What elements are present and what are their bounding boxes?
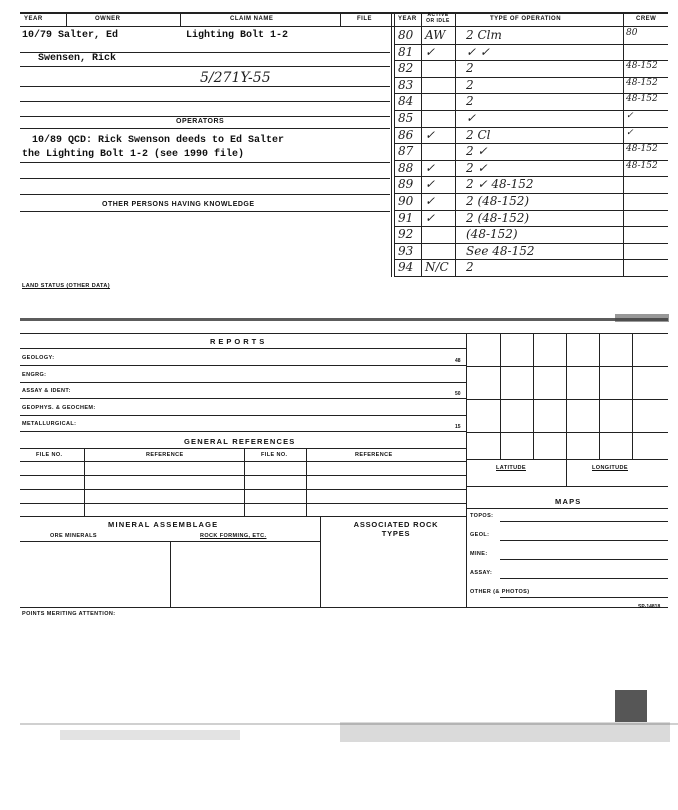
log-row-line <box>394 276 668 277</box>
log-type: See 48-152 <box>466 243 535 258</box>
row-line <box>500 521 668 522</box>
log-type: 2 (48-152) <box>466 210 530 225</box>
log-type: 2 ✓ <box>466 160 488 175</box>
log-type: 2 <box>466 94 474 109</box>
col-div <box>170 541 171 607</box>
report-label: ENGRG: <box>22 371 47 378</box>
claim-line-1: Lighting Bolt 1-2 <box>186 30 289 41</box>
top-border <box>20 12 668 14</box>
maps-item-label: GEOL: <box>470 532 490 538</box>
handwritten-reference: 5/271Y-55 <box>200 70 271 86</box>
report-label: ASSAY & IDENT: <box>22 388 71 394</box>
log-col-div <box>623 12 624 277</box>
log-crew: ✓ <box>626 111 634 121</box>
log-year: 83 <box>398 77 414 92</box>
rock-forming-label: ROCK FORMING, ETC. <box>200 533 267 539</box>
log-year: 89 <box>398 177 414 192</box>
report-label: METALLURGICAL: <box>22 421 77 427</box>
row-line <box>20 178 390 179</box>
row-line <box>20 348 466 349</box>
header-year: YEAR <box>24 16 43 22</box>
owner-line-1: 10/79 Salter, Ed <box>22 30 119 41</box>
row-line <box>500 578 668 579</box>
owner-line-2: Swensen, Rick <box>38 53 117 64</box>
longitude-label: LONGITUDE <box>592 465 628 471</box>
log-active: ✓ <box>425 160 436 175</box>
general-references-title: GENERAL REFERENCES <box>184 437 296 446</box>
log-type: (48-152) <box>466 227 518 242</box>
header-file: FILE <box>357 16 372 22</box>
ref-col-reference-1: REFERENCE <box>146 452 184 458</box>
log-crew: 48-152 <box>626 144 658 155</box>
reports-title: REPORTS <box>210 337 268 346</box>
log-year: 94 <box>398 260 414 275</box>
grid-col-line <box>533 333 534 459</box>
col-div <box>180 12 181 27</box>
row-line <box>500 559 668 560</box>
grid-col-line <box>500 333 501 459</box>
operators-note-2: the Lighting Bolt 1-2 (see 1990 file) <box>22 149 245 160</box>
header-owner: OWNER <box>95 16 121 22</box>
report-number: 15 <box>455 424 461 430</box>
log-type: 2 <box>466 61 474 76</box>
log-type: 2 Cl <box>466 127 491 142</box>
log-year: 81 <box>398 44 414 59</box>
operators-line <box>20 128 390 129</box>
col-div <box>66 12 67 27</box>
ref-col-div <box>84 448 85 516</box>
header-type-of-operation: TYPE OF OPERATION <box>490 16 562 22</box>
log-type: 2 ✓ 48-152 <box>466 177 534 192</box>
row-line <box>20 86 390 87</box>
log-year: 91 <box>398 210 414 225</box>
row-line <box>20 101 390 102</box>
log-left-border-2 <box>394 12 395 277</box>
log-active: ✓ <box>425 210 436 225</box>
row-line <box>20 448 466 449</box>
row-line <box>20 162 390 163</box>
maps-item-label: OTHER (& PHOTOS) <box>470 589 530 595</box>
log-year: 90 <box>398 194 414 208</box>
log-active: AW <box>425 28 446 42</box>
log-year: 87 <box>398 144 414 159</box>
ref-col-file-no-2: FILE NO. <box>261 452 288 458</box>
log-active: ✓ <box>425 127 436 142</box>
report-number: 48 <box>455 358 461 364</box>
log-row-line <box>394 226 668 227</box>
row-line <box>20 211 390 212</box>
grid-bottom-line <box>466 459 668 460</box>
log-active: ✓ <box>425 177 436 192</box>
maps-item-label: MINE: <box>470 551 488 557</box>
row-line <box>20 398 466 399</box>
ref-col-div <box>244 448 245 516</box>
row-line <box>500 540 668 541</box>
scan-bleed <box>60 730 240 740</box>
log-crew: 48-152 <box>626 77 658 88</box>
log-col-div <box>455 12 456 277</box>
log-active: N/C <box>425 260 449 275</box>
grid-col-line <box>599 333 600 459</box>
log-year: 84 <box>398 94 414 109</box>
log-crew: ✓ <box>626 127 634 138</box>
scan-bleed <box>340 722 670 742</box>
latitude-label: LATITUDE <box>496 465 526 471</box>
log-year: 85 <box>398 111 414 125</box>
other-persons-title: OTHER PERSONS HAVING KNOWLEDGE <box>102 201 255 208</box>
log-year: 80 <box>398 28 414 42</box>
log-year: 88 <box>398 160 414 175</box>
header-year2: YEAR <box>398 16 417 22</box>
header-crew: CREW <box>636 16 657 22</box>
row-line <box>20 431 466 432</box>
log-crew: 48-152 <box>626 61 658 72</box>
points-meriting-attention: POINTS MERITING ATTENTION: <box>22 611 116 617</box>
col-div <box>320 516 321 607</box>
log-col-div <box>421 12 422 277</box>
row-line <box>466 508 668 509</box>
row-line <box>20 475 466 476</box>
right-panel-border <box>466 333 467 607</box>
ref-col-div <box>306 448 307 516</box>
header-bottom-line <box>20 26 668 27</box>
row-line <box>20 516 466 517</box>
maps-item-label: ASSAY: <box>470 570 493 576</box>
reports-top-line <box>20 333 668 334</box>
row-line <box>466 486 668 487</box>
log-type: 2 ✓ <box>466 144 488 159</box>
row-line <box>20 415 466 416</box>
header-active-idle: ACTIVE OR IDLE <box>426 12 450 24</box>
report-label: GEOPHYS. & GEOCHEM: <box>22 404 96 411</box>
log-type: 2 (48-152) <box>466 194 530 208</box>
grid-row-line <box>466 399 668 400</box>
report-number: 50 <box>455 391 461 397</box>
associated-rock-types-label: ASSOCIATED ROCK TYPES <box>353 520 439 538</box>
mineral-assemblage-title: MINERAL ASSEMBLAGE <box>108 520 219 529</box>
log-type: ✓ ✓ <box>466 44 490 59</box>
grid-col-line <box>632 333 633 459</box>
row-line <box>20 489 466 490</box>
row-line <box>20 503 466 504</box>
row-line <box>500 597 668 598</box>
log-active: ✓ <box>425 44 436 59</box>
log-row-line <box>394 193 668 194</box>
log-crew: 48-152 <box>626 94 658 105</box>
scan-smudge <box>615 690 647 722</box>
log-crew: 48-152 <box>626 160 658 171</box>
log-type: ✓ <box>466 111 477 125</box>
header-claim-name: CLAIM NAME <box>230 16 274 22</box>
land-status-label: LAND STATUS (OTHER DATA) <box>22 283 111 289</box>
log-year: 93 <box>398 243 414 258</box>
bottom-border <box>20 607 668 608</box>
operators-top-line <box>20 116 390 117</box>
log-row-line <box>394 44 668 45</box>
log-year: 82 <box>398 61 414 76</box>
row-line <box>20 66 390 67</box>
row-line <box>20 382 466 383</box>
latlong-divider <box>566 459 567 486</box>
row-line <box>20 461 466 462</box>
maps-title: MAPS <box>555 497 582 506</box>
scan-smudge <box>615 314 669 322</box>
log-crew: 80 <box>626 28 638 38</box>
ref-col-file-no-1: FILE NO. <box>36 452 63 458</box>
land-status-bar <box>20 318 668 321</box>
log-active: ✓ <box>425 194 436 208</box>
log-year: 86 <box>398 127 414 142</box>
log-year: 92 <box>398 227 414 242</box>
log-type: 2 <box>466 260 474 275</box>
grid-col-line <box>566 333 567 459</box>
log-left-border <box>391 12 392 277</box>
grid-row-line <box>466 366 668 367</box>
operators-note-1: 10/89 QCD: Rick Swenson deeds to Ed Salter <box>32 135 285 146</box>
log-type: 2 <box>466 77 474 92</box>
form-code: SP-14818 <box>638 604 661 610</box>
ref-col-reference-2: REFERENCE <box>355 452 393 458</box>
row-line <box>20 365 466 366</box>
col-div <box>340 12 341 27</box>
maps-item-label: TOPOS: <box>470 513 494 519</box>
grid-row-line <box>466 432 668 433</box>
log-row-line <box>394 210 668 211</box>
operators-title: OPERATORS <box>176 118 225 125</box>
ore-minerals-label: ORE MINERALS <box>50 533 97 539</box>
log-type: 2 Clm <box>466 28 502 42</box>
row-line <box>20 194 390 195</box>
report-label: GEOLOGY: <box>22 355 55 361</box>
